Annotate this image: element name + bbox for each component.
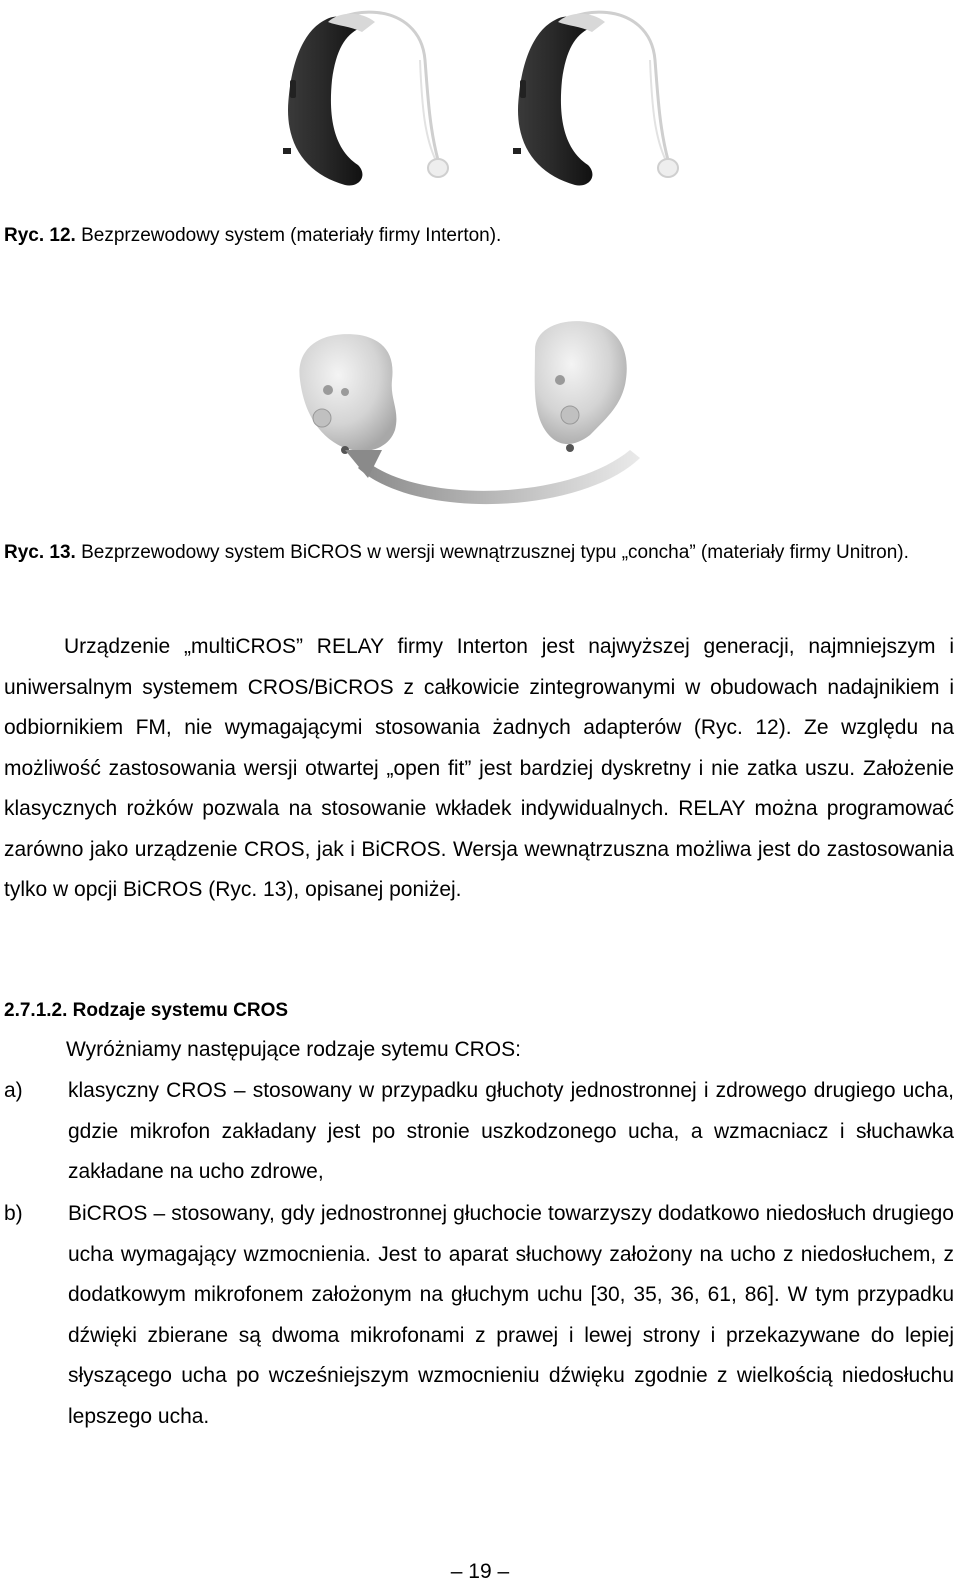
figure-13-caption-text: Bezprzewodowy system BiCROS w wersji wewnątrzusznej typu „concha” (materiały firmy Unitron). (75, 542, 909, 563)
list-item-text: BiCROS – stosowany, gdy jednostronnej głuchocie towarzyszy dodatkowo niedosłuch drugiego ucha wymagający wzmocnienia. Jest to aparat słuchowy założony na ucho z niedosłuchem, z dodatkowym mikrofonem założonym na głuchym uchu [30, 35, 36, 61, 86]. W tym przypadku dźwięki zbierane są dwoma mikrofonami z prawej i lewej strony i przekazywane do lepiej słyszącego ucha po wcześniejszym wzmocnieniu dźwięku zgodnie z wielkością niedosłuchu lepszego ucha. (68, 1202, 954, 1428)
figure-12-caption (4, 220, 501, 252)
figure-13-ite-devices-image (270, 290, 690, 510)
list-item-marker: b) (4, 1202, 23, 1225)
figure-12-caption-label: Ryc. 12. (4, 225, 76, 246)
ite-device-right (535, 321, 627, 452)
ite-device-left (299, 334, 396, 454)
bte-hearing-aid-left (283, 12, 448, 185)
figure-12-hearing-aids-image (250, 0, 730, 210)
section-intro: Wyróżniamy następujące rodzaje sytemu CROS: (66, 1038, 521, 1061)
figure-13-caption-label: Ryc. 13. (4, 542, 76, 563)
page-number: – 19 – (450, 1560, 510, 1583)
figure-13-caption (4, 537, 954, 569)
list-item-text: klasyczny CROS – stosowany w przypadku głuchoty jednostronnej i zdrowego drugiego ucha, gdzie mikrofon zakładany jest po stronie uszkodzonego ucha, a wzmacniacz i słuchawka zakładane na ucho zdrowe, (68, 1079, 954, 1183)
body-paragraph: Urządzenie „multiCROS” RELAY firmy Interton jest najwyższej generacji, najmniejszym i uniwersalnym systemem CROS/BiCROS z całkowicie zintegrowanymi w obudowach nadajnikiem i odbiornikiem FM, nie wymagającymi stosowania żadnych adapterów (Ryc. 12). Ze względu na możliwość zastosowania wersji otwartej „open fit” jest bardziej dyskretny i nie zatka uszu. Założenie klasycznych rożków pozwala na stosowanie wkładek indywidualnych. RELAY można programować zarówno jako urządzenie CROS, jak i BiCROS. Wersja wewnątrzuszna możliwa jest do zastosowania tylko w opcji BiCROS (Ryc. 13), opisanej poniżej. (4, 635, 954, 901)
section-heading: 2.7.1.2. Rodzaje systemu CROS (4, 1000, 289, 1021)
transmission-arrow-icon (345, 450, 640, 504)
list-item-marker: a) (4, 1079, 23, 1102)
figure-12-caption-text: Bezprzewodowy system (materiały firmy Interton). (75, 225, 502, 246)
bte-hearing-aid-right (513, 12, 678, 185)
